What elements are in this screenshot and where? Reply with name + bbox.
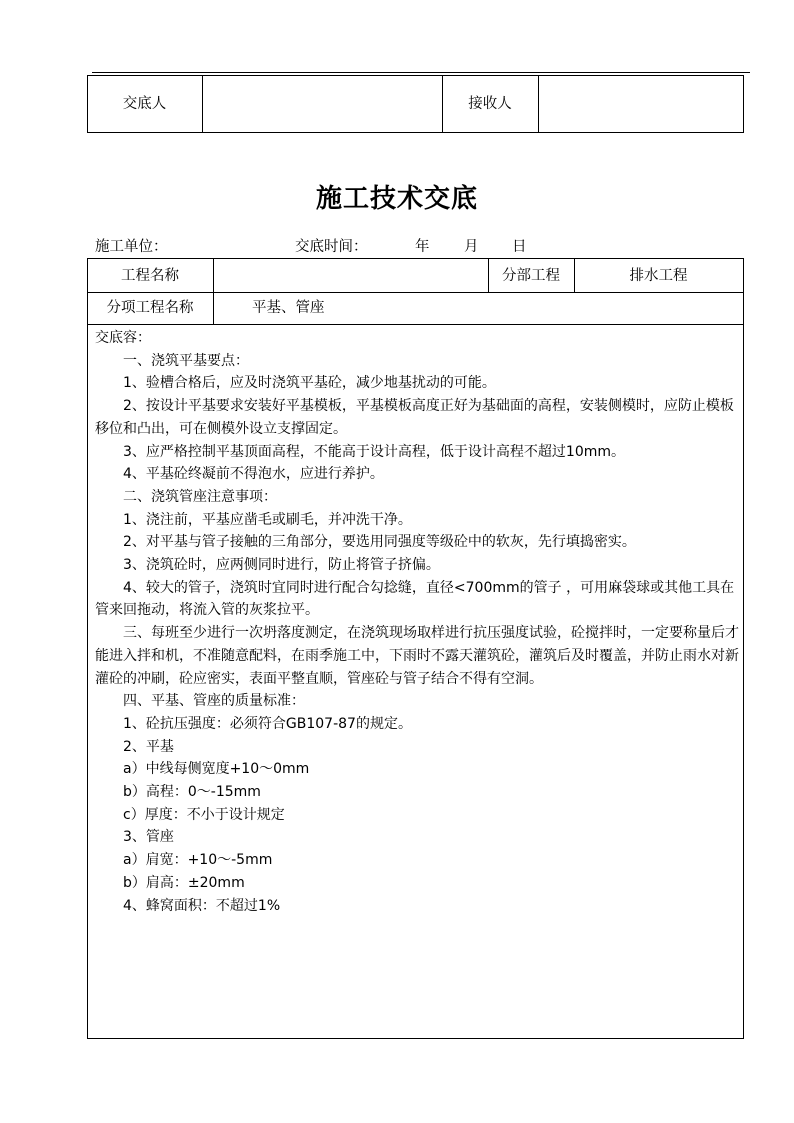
content-line: 四、平基、管座的质量标准： [123,693,305,710]
table-bottom-line [87,132,744,133]
info-row-2-line [87,324,744,325]
content-line: 1、验槽合格后，应及时浇筑平基砼，减少地基扰动的可能。 [123,375,496,392]
year-label: 年 [415,239,430,255]
division-label: 分部工程 [502,268,560,284]
division-value: 排水工程 [629,268,688,284]
content-line: 3、管座 [123,829,174,846]
content-line: b）肩高：±20mm [123,874,245,891]
disclosure-content [95,327,740,917]
content-line: 2、按设计平基要求安装好平基模板，平基模板高度正好为基础面的高程，安装侧模时，应防止模板移位和凸出，可在侧模外设立支撑固定。 [95,398,734,437]
info-right-line [743,258,744,1039]
info-top-line [87,258,744,259]
table-divider-3 [538,75,539,133]
content-line: 3、应严格控制平基顶面高程，不能高于设计高程，低于设计高程不超过10mm。 [123,443,625,460]
content-line: 4、较大的管子，浇筑时宜同时进行配合勾捻缝，直径<700mm的管子 ，可用麻袋球或其他工具在管来回拖动，将流入管的灰浆拉平。 [95,579,735,619]
content-line: c）厚度：不小于设计规定 [123,806,285,823]
content-line: a）肩宽：+10～-5mm [123,852,273,869]
content-line: 2、平基 [123,738,174,755]
content-line: 4、蜂窝面积：不超过1% [123,897,281,914]
project-name-label: 工程名称 [121,268,179,284]
content-line: 4、平基砼终凝前不得泡水，应进行养护。 [123,466,384,483]
subitem-name-value: 平基、管座 [252,300,325,316]
content-line: 1、浇注前，平基应凿毛或刷毛，并冲洗干净。 [123,511,412,528]
content-line: 二、浇筑管座注意事项： [123,488,277,505]
month-label: 月 [464,239,479,255]
info-left-line [87,258,88,1039]
content-line: 三、每班至少进行一次坍落度测定，在浇筑现场取样进行抗压强度试验，砼搅拌时，一定要称量后才能进入拌和机，不准随意配料，在雨季施工中，下雨时不露天灌筑砼，灌筑后及时覆盖，并防止雨水对新灌砼的冲刷，砼应密实，表面平整直顺，管座砼与管子结合不得有空洞。 [95,625,739,687]
construction-unit-label: 施工单位： [95,239,168,255]
day-label: 日 [512,239,527,255]
content-line: 2、对平基与管子接触的三角部分，要选用同强度等级砼中的软灰，先行填捣密实。 [123,534,636,551]
info-col-divider-1 [213,258,214,325]
table-right-line [743,75,744,133]
document-title: 施工技术交底 [315,184,478,214]
content-line: 1、砼抗压强度：必须符合GB107-87的规定。 [123,715,412,732]
content-line: 3、浇筑砼时，应两侧同时进行，防止将管子挤偏。 [123,557,440,574]
handover-person-label: 交底人 [122,96,167,112]
table-divider-1 [202,75,203,133]
subitem-name-label: 分项工程名称 [106,300,194,316]
content-line: a）中线每侧宽度+10～0mm [123,761,310,778]
table-top-line [87,75,744,76]
content-line: 一、浇筑平基要点： [123,352,249,369]
top-border-line [92,72,750,73]
content-line: b）高程：0～-15mm [123,784,261,801]
info-row-1-line [87,292,744,293]
handover-date-label: 交底时间： [295,239,368,255]
info-bottom-line [87,1038,744,1039]
receiver-label: 接收人 [468,96,512,112]
content-heading: 交底容： [95,330,151,346]
